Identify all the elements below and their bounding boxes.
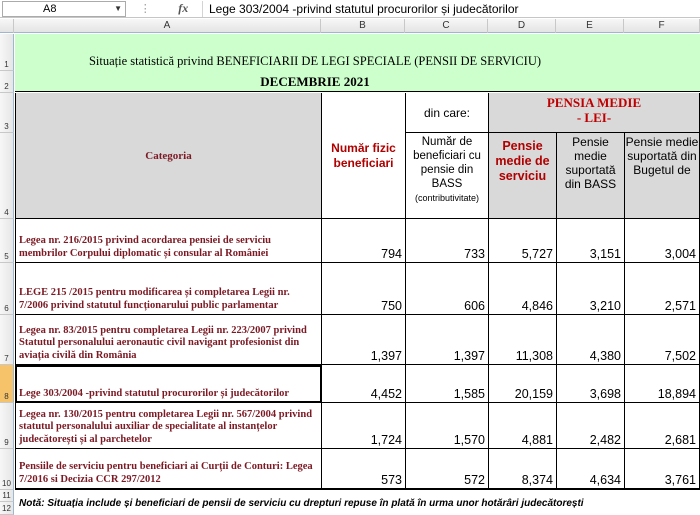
name-box-value: A8 (43, 2, 57, 15)
header-lei-label: - LEI- (576, 110, 612, 125)
fx-icon[interactable]: fx (178, 1, 189, 15)
column-header-f[interactable]: F (624, 19, 700, 33)
cell-pensie-serviciu[interactable]: 5,727 (489, 219, 557, 263)
header-numar-bass[interactable] (406, 133, 489, 219)
row-header-9[interactable]: 9 (0, 403, 14, 449)
cell-pensie-buget[interactable]: 18,894 (625, 365, 700, 403)
more-options-icon[interactable]: ⋮ (139, 3, 151, 15)
report-title: Situație statistică privind BENEFICIARII DE LEGI SPECIALE (PENSII DE SERVICIU) (88, 54, 542, 68)
table-row-category[interactable]: Legea nr. 216/2015 privind acordarea pensiei de serviciu membrilor Corpului diplomatic și consular al României (15, 219, 322, 263)
header-pensie-buget-label: Pensie medie suportată din Bugetul de (625, 135, 699, 177)
header-pensie-serviciu[interactable] (489, 133, 557, 219)
header-pensie-bass[interactable] (557, 133, 625, 219)
row-header-1[interactable]: 1 (0, 34, 14, 71)
cell-pensie-buget[interactable]: 2,571 (625, 263, 700, 315)
column-header-b[interactable]: B (321, 19, 405, 33)
cell-numar-bass[interactable]: 1,397 (406, 315, 489, 365)
cell-pensie-bass[interactable]: 3,698 (557, 365, 625, 403)
header-pensia-medie-label: PENSIA MEDIE (546, 95, 642, 110)
cell-pensie-bass[interactable]: 3,151 (557, 219, 625, 263)
report-title-area[interactable] (15, 34, 700, 92)
column-header-c[interactable]: C (405, 19, 488, 33)
cell-pensie-serviciu[interactable]: 11,308 (489, 315, 557, 365)
header-categoria[interactable] (15, 93, 322, 219)
row-header-6[interactable]: 6 (0, 263, 14, 315)
column-header-a[interactable]: A (14, 19, 321, 33)
header-numar-fizic[interactable] (322, 93, 406, 219)
cell-pensie-buget[interactable]: 7,502 (625, 315, 700, 365)
cell-pensie-serviciu[interactable]: 4,881 (489, 403, 557, 449)
header-pensie-buget[interactable] (625, 133, 700, 219)
selected-cell-a8[interactable]: Lege 303/2004 -privind statutul procurorilor și judecătorilor (15, 365, 322, 403)
table-row-category[interactable]: LEGE 215 /2015 pentru modificarea și completarea Legii nr. 7/2006 privind statutul funcționarului public parlamentar (15, 263, 322, 315)
row-header-5[interactable]: 5 (0, 219, 14, 263)
cell-pensie-bass[interactable]: 4,634 (557, 449, 625, 490)
formula-bar (0, 0, 700, 18)
cell-numar-bass[interactable]: 572 (406, 449, 489, 490)
cell-pensie-serviciu[interactable]: 4,846 (489, 263, 557, 315)
header-din-care[interactable] (406, 93, 489, 133)
header-categoria-label: Categoria (145, 149, 192, 162)
cell-pensie-bass[interactable]: 2,482 (557, 403, 625, 449)
formula-input[interactable]: Lege 303/2004 -privind statutul procurorilor și judecătorilor (202, 1, 700, 17)
cell-pensie-serviciu[interactable]: 20,159 (489, 365, 557, 403)
cell-pensie-buget[interactable]: 3,761 (625, 449, 700, 490)
name-box[interactable] (2, 1, 126, 17)
table-row-category[interactable]: Legea nr. 83/2015 pentru completarea Legii nr. 223/2007 privind Statutul personalului aeronautic civil navigant profesionist din aviația civilă din România (15, 315, 322, 365)
row-header-12[interactable]: 12 (0, 502, 14, 515)
table-row-category[interactable]: Pensiile de serviciu pentru beneficiari ai Curții de Conturi: Legea 7/2016 si Decizia CCR 297/2012 (15, 449, 322, 490)
cell-numar-bass[interactable]: 606 (406, 263, 489, 315)
cell-pensie-bass[interactable]: 4,380 (557, 315, 625, 365)
row-header-10[interactable]: 10 (0, 449, 14, 490)
table-row-category[interactable]: Legea nr. 130/2015 pentru completarea Legii nr. 567/2004 privind statutul personalului auxiliar de specialitate al instanțelor judecătorești și al parchetelor (15, 403, 322, 449)
cell-numar-fizic[interactable]: 573 (322, 449, 406, 490)
header-pensie-bass-label: Pensie medie suportată din BASS (564, 135, 617, 191)
cell-numar-fizic[interactable]: 1,724 (322, 403, 406, 449)
cell-numar-fizic[interactable]: 1,397 (322, 315, 406, 365)
header-numar-bass-label: Număr de beneficiari cu pensie din BASS (413, 136, 481, 190)
column-header-e[interactable]: E (556, 19, 624, 33)
header-din-care-label: din care: (423, 105, 471, 120)
cell-numar-fizic[interactable]: 4,452 (322, 365, 406, 403)
row-header-4[interactable]: 4 (0, 133, 14, 219)
column-headers (0, 19, 700, 33)
cell-pensie-buget[interactable]: 3,004 (625, 219, 700, 263)
footnote[interactable]: Notă: Situația include și beneficiari de pensii de serviciu cu drepturi repuse în plată în urma unor hotărâri judecătorești (19, 498, 584, 509)
header-pensia-medie[interactable] (489, 93, 700, 133)
report-period: DECEMBRIE 2021 (260, 74, 370, 89)
row-header-3[interactable]: 3 (0, 93, 14, 133)
cell-numar-fizic[interactable]: 794 (322, 219, 406, 263)
header-numar-fizic-label: Număr fizic beneficiari (331, 140, 396, 170)
column-header-d[interactable]: D (488, 19, 556, 33)
cell-numar-bass[interactable]: 1,585 (406, 365, 489, 403)
formula-controls (126, 1, 202, 16)
header-contributivitate-label: (contributivitate) (414, 193, 480, 203)
row-header-8[interactable]: 8 (0, 365, 14, 403)
cell-pensie-serviciu[interactable]: 8,374 (489, 449, 557, 490)
cell-numar-bass[interactable]: 733 (406, 219, 489, 263)
chevron-down-icon[interactable]: ▼ (114, 3, 122, 13)
row-header-2[interactable]: 2 (0, 71, 14, 93)
header-pensie-serviciu-label: Pensie medie de serviciu (495, 139, 550, 183)
cell-pensie-buget[interactable]: 2,681 (625, 403, 700, 449)
cell-numar-bass[interactable]: 1,570 (406, 403, 489, 449)
select-all-corner[interactable] (0, 19, 14, 33)
row-header-7[interactable]: 7 (0, 315, 14, 365)
cell-numar-fizic[interactable]: 750 (322, 263, 406, 315)
row-header-11[interactable]: 11 (0, 490, 14, 502)
cell-pensie-bass[interactable]: 3,210 (557, 263, 625, 315)
